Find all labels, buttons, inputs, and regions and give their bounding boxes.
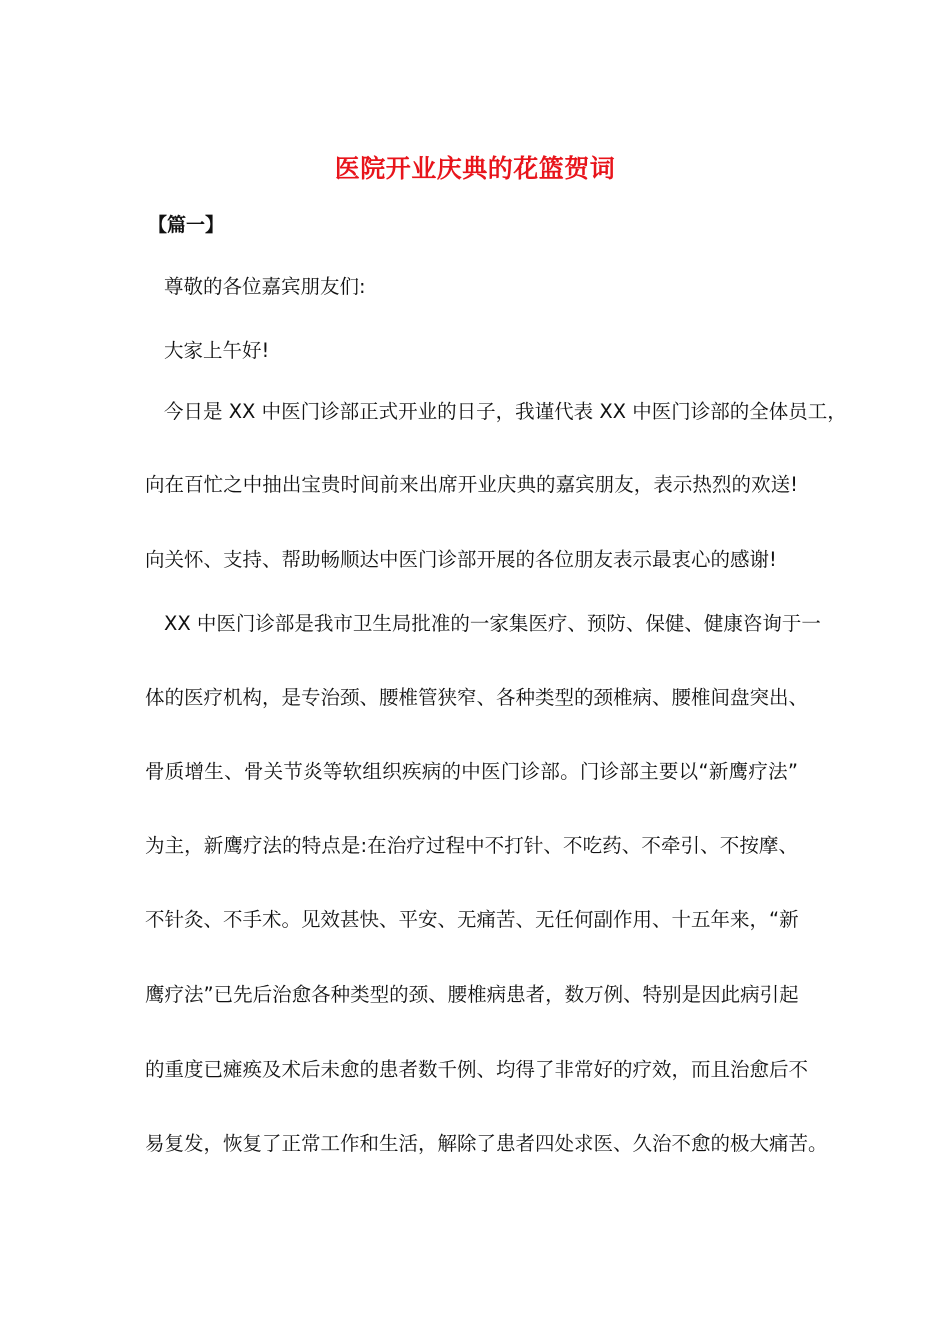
paragraph-line: 的重度已瘫痪及术后未愈的患者数千例、均得了非常好的疗效，而且治愈后不 bbox=[145, 1058, 809, 1081]
paragraph-line: 易复发，恢复了正常工作和生活，解除了患者四处求医、久治不愈的极大痛苦。 bbox=[145, 1132, 828, 1155]
paragraph-line: 向在百忙之中抽出宝贵时间前来出席开业庆典的嘉宾朋友，表示热烈的欢送! bbox=[145, 473, 798, 496]
paragraph-line: 体的医疗机构，是专治颈、腰椎管狭窄、各种类型的颈椎病、腰椎间盘突出、 bbox=[145, 686, 809, 709]
paragraph-line: 为主，新鹰疗法的特点是:在治疗过程中不打针、不吃药、不牵引、不按摩、 bbox=[145, 834, 798, 857]
paragraph-line: 尊敬的各位嘉宾朋友们: bbox=[164, 275, 366, 298]
paragraph-line: 鹰疗法”已先后治愈各种类型的颈、腰椎病患者，数万例、特别是因此病引起 bbox=[145, 983, 799, 1006]
document-title: 医院开业庆典的花篮贺词 bbox=[334, 154, 616, 183]
paragraph-line: 大家上午好! bbox=[164, 339, 270, 362]
paragraph-line: 今日是 XX 中医门诊部正式开业的日子，我谨代表 XX 中医门诊部的全体员工， bbox=[164, 400, 847, 423]
paragraph-line: XX 中医门诊部是我市卫生局批准的一家集医疗、预防、保健、健康咨询于一 bbox=[164, 612, 821, 635]
paragraph-line: 骨质增生、骨关节炎等软组织疾病的中医门诊部。门诊部主要以“新鹰疗法” bbox=[145, 760, 798, 783]
section-heading: 【篇一】 bbox=[148, 214, 225, 236]
paragraph-line: 向关怀、支持、帮助畅顺达中医门诊部开展的各位朋友表示最衷心的感谢! bbox=[145, 548, 777, 571]
paragraph-line: 不针灸、不手术。见效甚快、平安、无痛苦、无任何副作用、十五年来，“新 bbox=[145, 908, 799, 931]
